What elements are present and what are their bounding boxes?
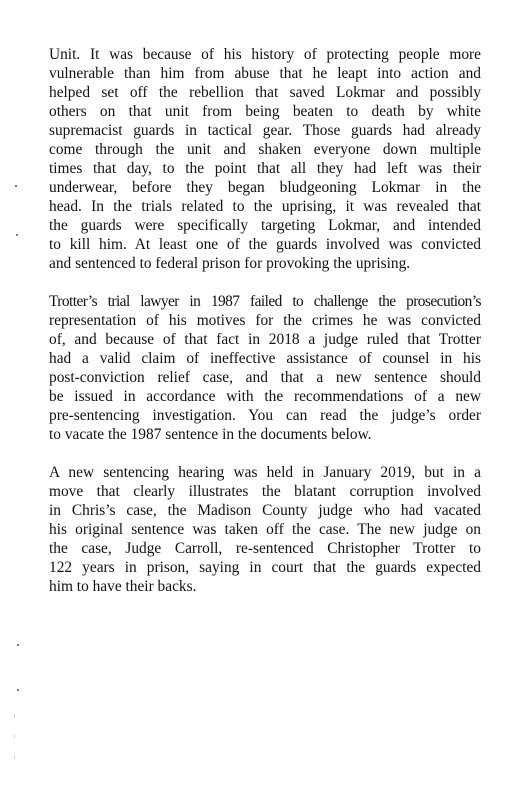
paragraph-1 [49, 45, 481, 273]
text-line: pre-sentencing investigation. You can read the judge’s order [49, 407, 481, 424]
text-line: him to have their backs. [49, 578, 197, 595]
scan-speck [14, 756, 15, 759]
scan-speck [17, 689, 19, 691]
scan-speck [15, 185, 17, 187]
scan-speck [14, 735, 15, 738]
text-line: and sentenced to federal prison for provoking the uprising. [49, 255, 411, 272]
document-body [49, 45, 481, 615]
scan-speck [16, 234, 18, 236]
text-line: post-conviction relief case, and that a new sentence should [49, 369, 481, 386]
text-line: move that clearly illustrates the blatant corruption involved [49, 483, 481, 500]
text-line: underwear, before they began bludgeoning Lokmar in the [49, 179, 481, 196]
paragraph-3 [49, 463, 481, 596]
text-line: times that day, to the point that all they had left was their [49, 160, 481, 177]
text-line: head. In the trials related to the uprising, it was revealed that [49, 198, 481, 215]
text-line: helped set off the rebellion that saved Lokmar and possibly [49, 84, 481, 101]
text-line: to vacate the 1987 sentence in the documents below. [49, 426, 372, 443]
text-line: in Chris’s case, the Madison County judge who had vacated [49, 502, 481, 519]
paragraph-2 [49, 292, 481, 444]
text-line: 122 years in prison, saying in court that the guards expected [49, 559, 481, 576]
text-line: A new sentencing hearing was held in January 2019, but in a [49, 464, 481, 481]
text-line: to kill him. At least one of the guards involved was convicted [49, 236, 481, 253]
text-line: the case, Judge Carroll, re-sentenced Christopher Trotter to [49, 540, 481, 557]
text-line: the guards were specifically targeting Lokmar, and intended [49, 217, 481, 234]
text-line: his original sentence was taken off the case. The new judge on [49, 521, 481, 538]
scan-speck [17, 644, 19, 646]
text-line: of, and because of that fact in 2018 a judge ruled that Trotter [49, 331, 481, 348]
text-line: Unit. It was because of his history of protecting people more [49, 46, 481, 63]
text-line: come through the unit and shaken everyone down multiple [49, 141, 481, 158]
text-line: Trotter’s trial lawyer in 1987 failed to challenge the prosecution’s [49, 293, 481, 310]
text-line: supremacist guards in tactical gear. Those guards had already [49, 122, 481, 139]
text-line: be issued in accordance with the recommendations of a new [49, 388, 481, 405]
text-line: representation of his motives for the crimes he was convicted [49, 312, 481, 329]
text-line: had a valid claim of ineffective assistance of counsel in his [49, 350, 481, 367]
text-line: others on that unit from being beaten to death by white [49, 103, 481, 120]
scan-speck [14, 714, 15, 717]
text-line: vulnerable than him from abuse that he leapt into action and [49, 65, 481, 82]
